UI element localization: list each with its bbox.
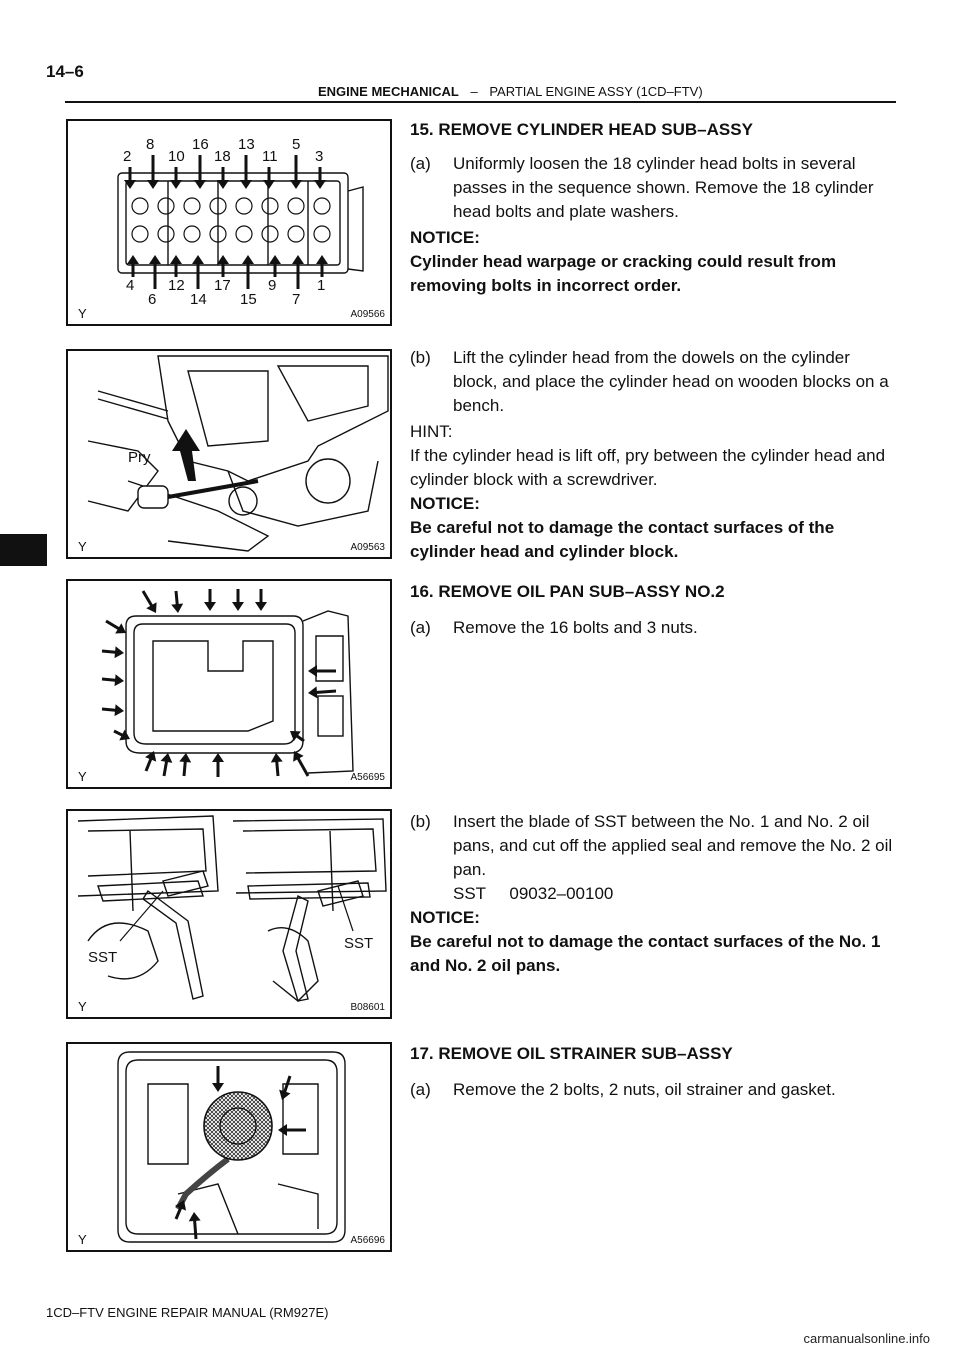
arrow-head [308,665,317,677]
page-number: 14–6 [46,62,84,81]
figure-cylinder-head-bolts [66,119,392,326]
arrow-shaft [297,756,308,776]
arrow-head [161,753,173,763]
bolt-label: 8 [146,136,155,153]
arrow-head [271,753,283,762]
figure-id: A09563 [350,542,385,553]
figure-orientation-mark: Y [78,1232,87,1247]
hint-label: HINT: [410,422,453,441]
notice-text: Be careful not to damage the contact surfaces of the No. 1 and No. 2 oil pans. [410,932,881,975]
figure-orientation-mark: Y [78,769,87,784]
section-15-b [410,346,896,564]
arrow-head [189,1212,201,1221]
arrow-head [255,602,267,611]
arrow-head [114,704,124,716]
arrow-head [212,753,224,762]
bolt-label: 16 [192,136,209,153]
figure-id: A09566 [350,309,385,320]
step-item-a [410,152,896,224]
header-section: ENGINE MECHANICAL [318,84,459,99]
item-label: (a) [410,154,431,173]
bolt-sequence-labels [68,121,390,324]
item-label: (b) [410,348,431,367]
sst-label-left: SST [88,949,118,966]
section-16 [410,580,896,640]
figure-sst-seal-cutter [66,809,392,1019]
header-title [318,84,703,99]
section-15 [410,118,896,298]
hint-text: If the cylinder head is lift off, pry between the cylinder head and cylinder block with a screwdriver. [410,446,886,489]
figure-id: B08601 [350,1002,385,1013]
section-16-b [410,810,896,978]
figure-orientation-mark: Y [78,539,87,554]
arrow-shaft [314,691,336,693]
figure-id: A56696 [350,1235,385,1246]
arrow-head [204,602,216,611]
notice-text: Be careful not to damage the contact surfaces of the cylinder head and cylinder block. [410,518,835,561]
notice-text: Cylinder head warpage or cracking could result from removing bolts in incorrect order. [410,252,837,295]
watermark: carmanualsonline.info [803,1331,930,1346]
arrow-head [171,603,183,613]
notice-label: NOTICE: [410,908,480,927]
bolt-label: 11 [262,148,278,165]
sst-number: SST 09032–00100 [453,884,614,903]
item-text: Remove the 2 bolts, 2 nuts, oil strainer and gasket. [453,1080,836,1099]
arrow-head [212,1083,224,1092]
header-subsection: PARTIAL ENGINE ASSY (1CD–FTV) [489,84,703,99]
step-item-b [410,810,896,882]
footer-manual-id: 1CD–FTV ENGINE REPAIR MANUAL (RM927E) [46,1305,329,1320]
bolt-label: 2 [123,148,132,165]
step-item-a [410,616,896,640]
figure-orientation-mark: Y [78,306,87,321]
bolt-label: 17 [214,277,231,294]
item-label: (a) [410,1080,431,1099]
arrow-shaft [194,1218,196,1239]
item-text: Lift the cylinder head from the dowels on the cylinder block, and place the cylinder head on wooden blocks on a bench. [453,348,889,415]
bolt-label: 15 [240,291,257,308]
figure-orientation-mark: Y [78,999,87,1014]
bolt-label: 1 [317,277,326,294]
step-item-b [410,346,896,418]
figure-id: A56695 [350,772,385,783]
figure-pry-cylinder-head [66,349,392,559]
item-text: Insert the blade of SST between the No. 1 and No. 2 oil pans, and cut off the applied seal and remove the No. 2 oil pan. [453,812,893,879]
arrow-head [114,674,124,686]
bolt-label: 6 [148,291,157,308]
header-separator: – [470,84,478,99]
figure-oil-strainer [66,1042,392,1252]
arrow-head [232,602,244,611]
pry-label: Pry [128,449,151,466]
bolt-label: 4 [126,277,135,294]
arrow-head [308,686,317,698]
step-title: 15. REMOVE CYLINDER HEAD SUB–ASSY [410,120,753,139]
bolt-label: 10 [168,148,185,165]
figure-oil-pan-bolts [66,579,392,789]
arrow-head [179,753,191,762]
bolt-label: 5 [292,136,301,153]
item-label: (b) [410,812,431,831]
bolt-label: 18 [214,148,231,165]
bolt-label: 14 [190,291,207,308]
step-title: 17. REMOVE OIL STRAINER SUB–ASSY [410,1044,733,1063]
header-rule [65,101,896,103]
notice-label: NOTICE: [410,228,480,247]
step-title: 16. REMOVE OIL PAN SUB–ASSY NO.2 [410,582,725,601]
bolt-label: 3 [315,148,324,165]
arrow-head [114,646,124,658]
item-text: Remove the 16 bolts and 3 nuts. [453,618,698,637]
bolt-label: 7 [292,291,301,308]
bolt-label: 13 [238,136,255,153]
section-tab-marker [0,534,47,566]
section-17 [410,1042,896,1102]
bolt-label: 9 [268,277,277,294]
item-text: Uniformly loosen the 18 cylinder head bolts in several passes in the sequence shown. Remove the 18 cylinder head bolts and plate washers. [453,154,874,221]
item-label: (a) [410,618,431,637]
sst-label-right: SST [344,935,374,952]
notice-label: NOTICE: [410,494,480,513]
bolt-label: 12 [168,277,185,294]
step-item-a [410,1078,896,1102]
